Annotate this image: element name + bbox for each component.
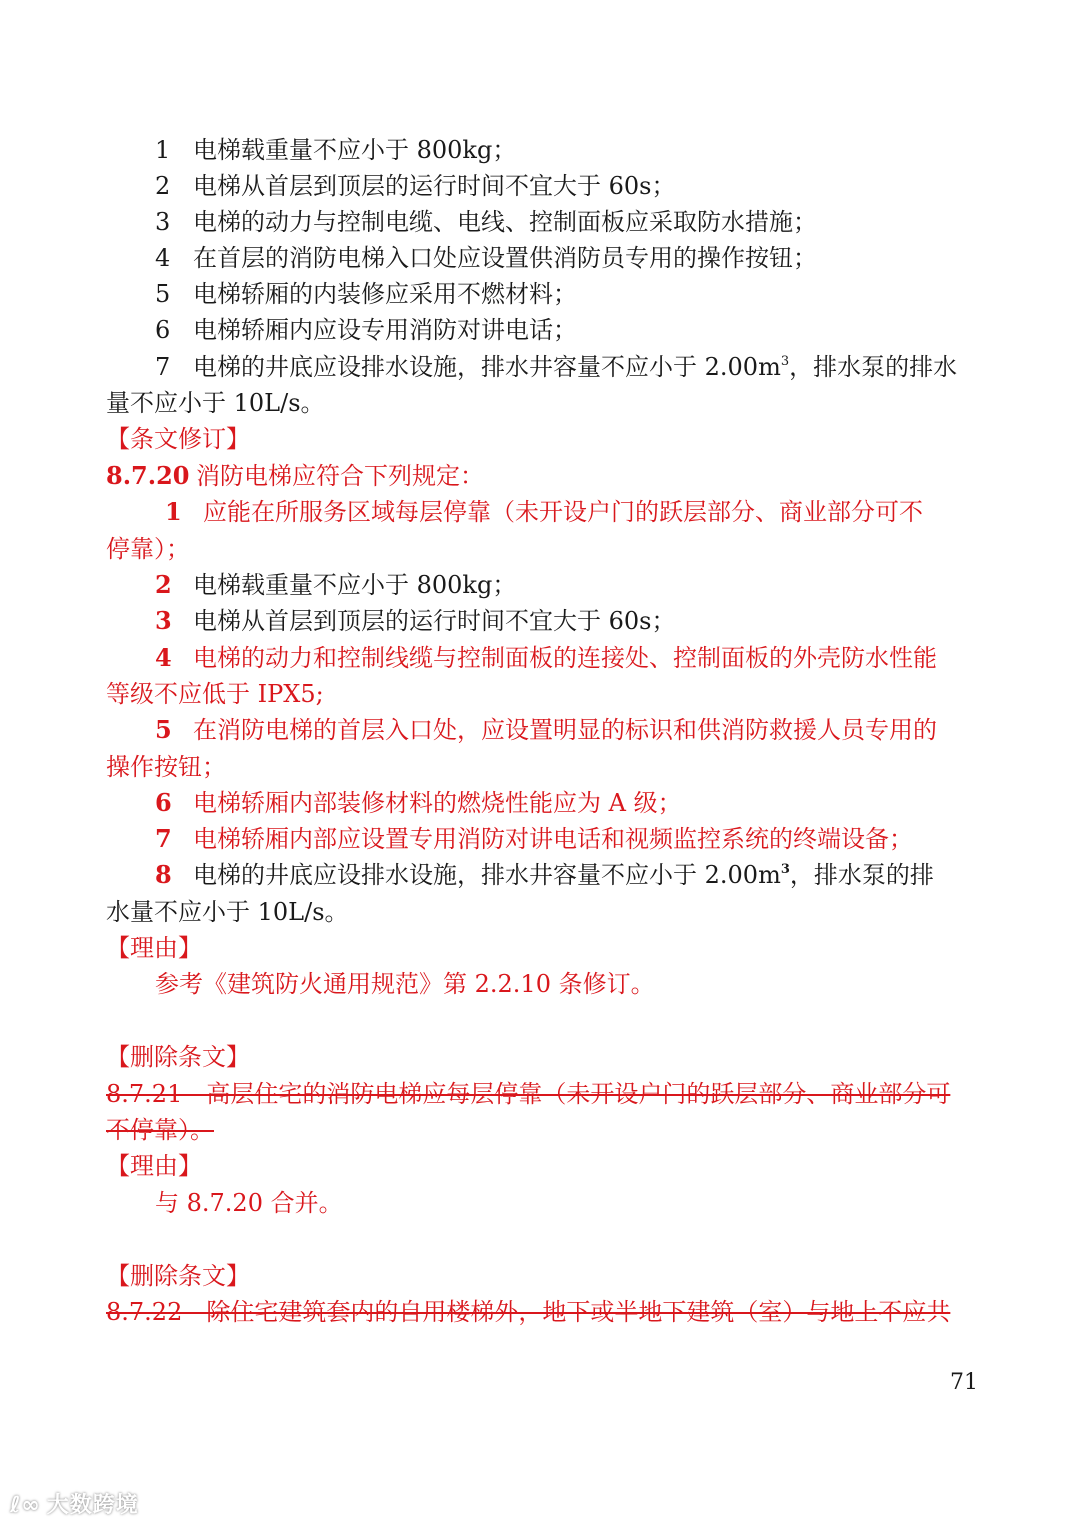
- deleted-clause-8-7-21-continued: 不停靠）。: [106, 1116, 214, 1144]
- superscript: 3: [780, 354, 790, 369]
- item-number: 2: [155, 570, 172, 599]
- item-text: ，排水泵的排水: [789, 353, 958, 381]
- item-number: 4: [155, 643, 172, 672]
- revision-item-4: [155, 640, 972, 676]
- item-number: 1: [155, 136, 171, 164]
- old-item-6: [155, 312, 972, 348]
- revision-item-2: [155, 567, 972, 603]
- revision-heading: 【条文修订】: [106, 425, 250, 453]
- reason-heading: 【理由】: [106, 934, 202, 962]
- item-number: 6: [155, 788, 172, 817]
- item-number: 5: [155, 280, 171, 308]
- item-text: 电梯载重量不应小于 800kg；: [193, 136, 517, 164]
- page-number: 71: [950, 1370, 978, 1395]
- watermark-logo-icon: ℓ∞: [10, 1493, 41, 1518]
- deletion-heading: 【删除条文】: [106, 1262, 250, 1290]
- item-number: 5: [155, 715, 172, 744]
- deletion-heading: 【删除条文】: [106, 1043, 250, 1071]
- revision-item-1: [165, 494, 982, 530]
- item-number: 2: [155, 172, 171, 200]
- item-text: 电梯的井底应设排水设施，排水井容量不应小于 2.00m: [193, 861, 781, 889]
- old-item-2: [155, 168, 972, 204]
- revision-item-8-continued: 水量不应小于 10L/s。: [106, 898, 349, 926]
- item-text: ，排水泵的排: [789, 861, 934, 889]
- revision-item-5-continued: 操作按钮；: [106, 753, 226, 781]
- item-text: 电梯轿厢内部装修材料的燃烧性能应为 A 级；: [193, 789, 682, 817]
- item-text: 应能在所服务区域每层停靠（未开设户门的跃层部分、商业部分可不: [203, 498, 923, 526]
- revision-item-7: [155, 821, 972, 857]
- old-item-4: [155, 240, 972, 276]
- reason-text: 与 8.7.20 合并。: [155, 1189, 343, 1217]
- old-item-7: [155, 349, 972, 385]
- revision-item-1-continued: 停靠）；: [106, 535, 190, 563]
- clause-8-7-20: [106, 458, 972, 494]
- item-number: 3: [155, 208, 171, 236]
- item-number: 6: [155, 316, 171, 344]
- item-text: 电梯的动力和控制线缆与控制面板的连接处、控制面板的外壳防水性能: [193, 644, 937, 672]
- deleted-clause-8-7-21: 8.7.21 高层住宅的消防电梯应每层停靠（未开设户门的跃层部分、商业部分可: [106, 1080, 951, 1108]
- old-item-3: [155, 204, 972, 240]
- item-number: 7: [155, 824, 172, 853]
- revision-item-4-continued: 等级不应低于 IPX5;: [106, 680, 324, 708]
- old-item-5: [155, 276, 972, 312]
- item-text: 在首层的消防电梯入口处应设置供消防员专用的操作按钮；: [193, 244, 817, 272]
- item-number: 1: [165, 497, 182, 526]
- revision-item-5: [155, 712, 972, 748]
- item-number: 4: [155, 244, 171, 272]
- item-number: 3: [155, 606, 172, 635]
- item-text: 电梯的动力与控制电缆、电线、控制面板应采取防水措施；: [193, 208, 817, 236]
- revision-item-3: [155, 603, 972, 639]
- item-text: 电梯轿厢内应设专用消防对讲电话；: [193, 316, 577, 344]
- watermark-text: 大数跨境: [46, 1493, 139, 1518]
- item-text: 电梯从首层到顶层的运行时间不宜大于 60s；: [193, 607, 676, 635]
- revision-item-6: [155, 785, 972, 821]
- clause-title: 消防电梯应符合下列规定：: [196, 462, 484, 490]
- item-text: 电梯轿厢内部应设置专用消防对讲电话和视频监控系统的终端设备；: [193, 825, 913, 853]
- deleted-clause-8-7-22: 8.7.22 除住宅建筑套内的自用楼梯外，地下或半地下建筑（室）与地上不应共: [106, 1298, 951, 1326]
- item-text: 电梯轿厢的内装修应采用不燃材料；: [193, 280, 577, 308]
- old-item-7-continued: 量不应小于 10L/s。: [106, 389, 325, 417]
- clause-number: 8.7.20: [106, 461, 190, 490]
- revision-item-8: [155, 857, 972, 893]
- item-number: 7: [155, 353, 171, 381]
- reason-heading: 【理由】: [106, 1152, 202, 1180]
- item-number: 8: [155, 860, 172, 889]
- item-text: 电梯从首层到顶层的运行时间不宜大于 60s；: [193, 172, 676, 200]
- superscript: 3: [780, 862, 790, 877]
- item-text: 电梯载重量不应小于 800kg；: [193, 571, 517, 599]
- item-text: 在消防电梯的首层入口处，应设置明显的标识和供消防救援人员专用的: [193, 716, 937, 744]
- reason-text: 参考《建筑防火通用规范》第 2.2.10 条修订。: [155, 970, 655, 998]
- item-text: 电梯的井底应设排水设施，排水井容量不应小于 2.00m: [193, 353, 781, 381]
- old-item-1: [155, 132, 972, 168]
- watermark: [10, 1492, 139, 1520]
